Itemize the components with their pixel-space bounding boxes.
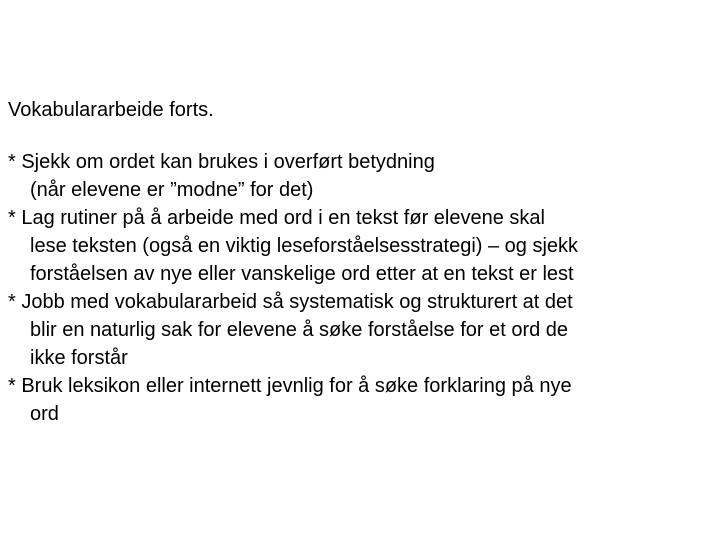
bullet-item [8,204,708,288]
bullet-item [8,148,708,204]
bullet-line: * Bruk leksikon eller internett jevnlig for å søke forklaring på nye [8,375,572,397]
bullet-line: lese teksten (også en viktig leseforståelsesstrategi) – og sjekk [30,235,579,257]
bullet-item [8,288,708,372]
bullet-line: (når elevene er ”modne” for det) [30,179,314,201]
bullet-item [8,372,708,428]
bullet-line: blir en naturlig sak for elevene å søke forståelse for et ord de [30,319,569,341]
bullet-line: forståelsen av nye eller vanskelige ord etter at en tekst er lest [30,263,574,285]
bullet-line: * Jobb med vokabulararbeid så systematisk og strukturert at det [8,291,573,313]
bullet-line: * Sjekk om ordet kan brukes i overført betydning [8,151,435,173]
slide-content [8,96,708,428]
slide-title: Vokabulararbeide forts. [8,99,214,121]
bullet-line: * Lag rutiner på å arbeide med ord i en tekst før elevene skal [8,207,545,229]
bullet-line: ord [30,403,59,425]
bullet-line: ikke forstår [30,347,128,369]
